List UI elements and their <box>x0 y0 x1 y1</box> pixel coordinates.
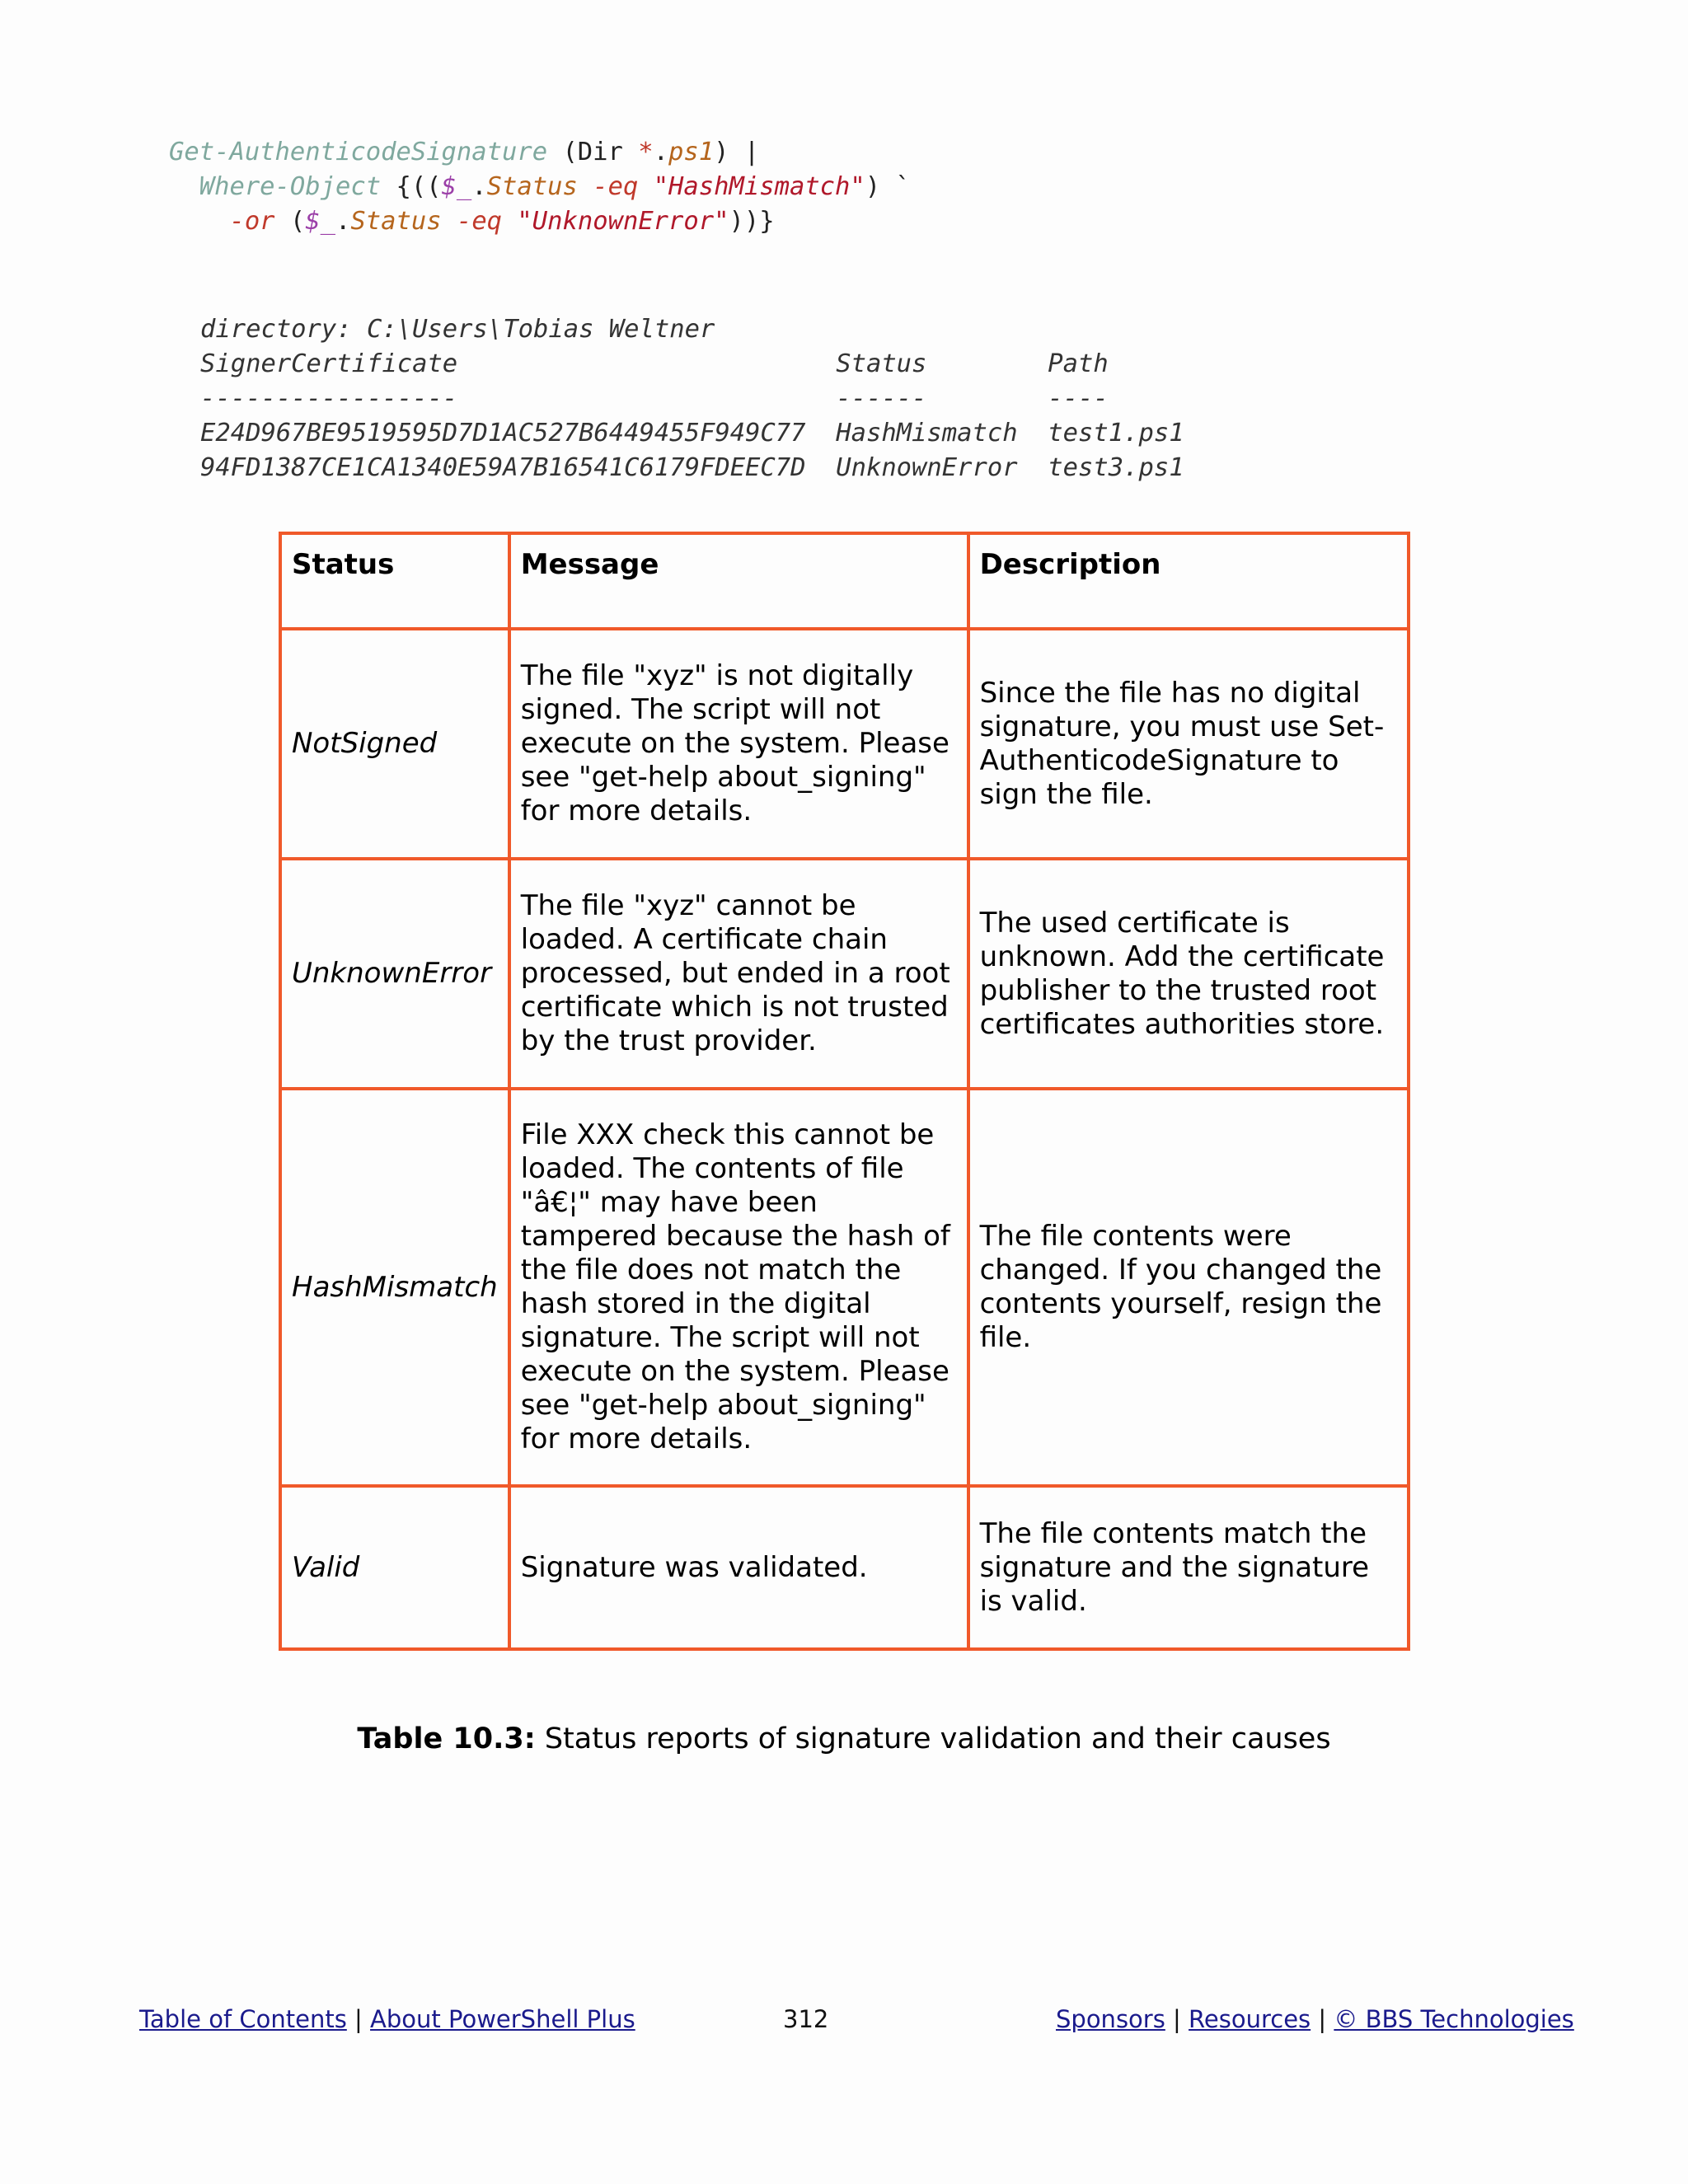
about-powershell-plus-link[interactable]: About PowerShell Plus <box>370 2005 635 2033</box>
sponsors-link[interactable]: Sponsors <box>1056 2005 1165 2033</box>
description-cell: The file contents match the signature and the signature is valid. <box>968 1486 1409 1649</box>
code-token <box>502 207 517 236</box>
code-token: ) ` <box>865 172 911 201</box>
table-row <box>280 1089 1409 1486</box>
code-token: Where-Object <box>199 172 382 201</box>
code-token: ps1 <box>668 138 715 166</box>
code-token: ( <box>274 207 306 236</box>
table-of-contents-link[interactable]: Table of Contents <box>139 2005 347 2033</box>
code-token: ))} <box>729 207 775 236</box>
resources-link[interactable]: Resources <box>1189 2005 1311 2033</box>
footer-right <box>1056 2005 1574 2033</box>
caption-text: Status reports of signature validation and their causes <box>535 1722 1331 1755</box>
output-row: E24D967BE9519595D7D1AC527B6449455F949C77 HashMismatch test1.ps1 <box>200 419 1184 448</box>
code-token: $_ <box>441 172 472 201</box>
column-header-description: Description <box>968 533 1409 629</box>
column-header-status: Status <box>280 533 509 629</box>
description-cell: The used certificate is unknown. Add the certificate publisher to the trusted root certificates authorities store. <box>968 859 1409 1089</box>
status-cell: UnknownError <box>280 859 509 1089</box>
code-token: . <box>471 172 487 201</box>
code-line-2 <box>169 172 911 201</box>
code-token: Get-AuthenticodeSignature <box>169 138 548 166</box>
code-block <box>169 135 911 239</box>
code-token: Status <box>486 172 578 201</box>
output-directory: directory: C:\Users\Tobias Weltner <box>200 315 715 344</box>
table-row <box>280 859 1409 1089</box>
code-token: "HashMismatch" <box>653 172 865 201</box>
code-line-1 <box>169 138 759 166</box>
code-line-3 <box>169 207 775 236</box>
code-token <box>578 172 593 201</box>
page-number: 312 <box>783 2005 829 2033</box>
footer-separator: | <box>1311 2005 1334 2033</box>
table-row <box>280 1486 1409 1649</box>
footer-separator: | <box>1165 2005 1189 2033</box>
code-token: . <box>653 138 669 166</box>
code-token: "UnknownError" <box>517 207 729 236</box>
description-cell: Since the file has no digital signature, you must use Set-AuthenticodeSignature to sign the file. <box>968 629 1409 859</box>
code-token <box>442 207 457 236</box>
code-token: ) | <box>714 138 760 166</box>
footer-separator: | <box>346 2005 371 2033</box>
output-divider: ----------------- ------ ---- <box>200 384 1109 413</box>
table-header-row <box>280 533 1409 629</box>
bbs-technologies-link[interactable]: © BBS Technologies <box>1334 2005 1574 2033</box>
caption-label: Table 10.3: <box>357 1722 536 1755</box>
status-cell: NotSigned <box>280 629 509 859</box>
message-cell: File XXX check this cannot be loaded. The contents of file "â€¦" may have been tampered because the hash of the file does not match the hash stored in the digital signature. The script will not execute on the system. Please see "get-help about_signing" for more details. <box>509 1089 968 1486</box>
code-token <box>169 172 199 201</box>
table-row <box>280 629 1409 859</box>
message-cell: Signature was validated. <box>509 1486 968 1649</box>
status-cell: Valid <box>280 1486 509 1649</box>
column-header-message: Message <box>509 533 968 629</box>
code-token <box>638 172 653 201</box>
table-caption <box>0 1722 1688 1755</box>
message-cell: The file "xyz" cannot be loaded. A certificate chain processed, but ended in a root certificate which is not trusted by the trust provider. <box>509 859 968 1089</box>
code-token: * <box>638 138 654 166</box>
code-token: (Dir <box>547 138 639 166</box>
command-output <box>200 312 1184 485</box>
code-token <box>169 207 229 236</box>
code-token: $_ <box>305 207 336 236</box>
code-token: {(( <box>381 172 442 201</box>
message-cell: The file "xyz" is not digitally signed. The script will not execute on the system. Please see "get-help about_signing" for more details. <box>509 629 968 859</box>
footer-left <box>139 2005 635 2033</box>
code-token: -eq <box>456 207 503 236</box>
description-cell: The file contents were changed. If you changed the contents yourself, resign the file. <box>968 1089 1409 1486</box>
code-token: Status <box>350 207 442 236</box>
code-token: . <box>335 207 351 236</box>
code-token: -eq <box>593 172 639 201</box>
code-token: -or <box>229 207 275 236</box>
output-header: SignerCertificate Status Path <box>200 349 1109 378</box>
status-cell: HashMismatch <box>280 1089 509 1486</box>
status-table <box>279 532 1410 1651</box>
output-row: 94FD1387CE1CA1340E59A7B16541C6179FDEEC7D UnknownError test3.ps1 <box>200 453 1184 482</box>
